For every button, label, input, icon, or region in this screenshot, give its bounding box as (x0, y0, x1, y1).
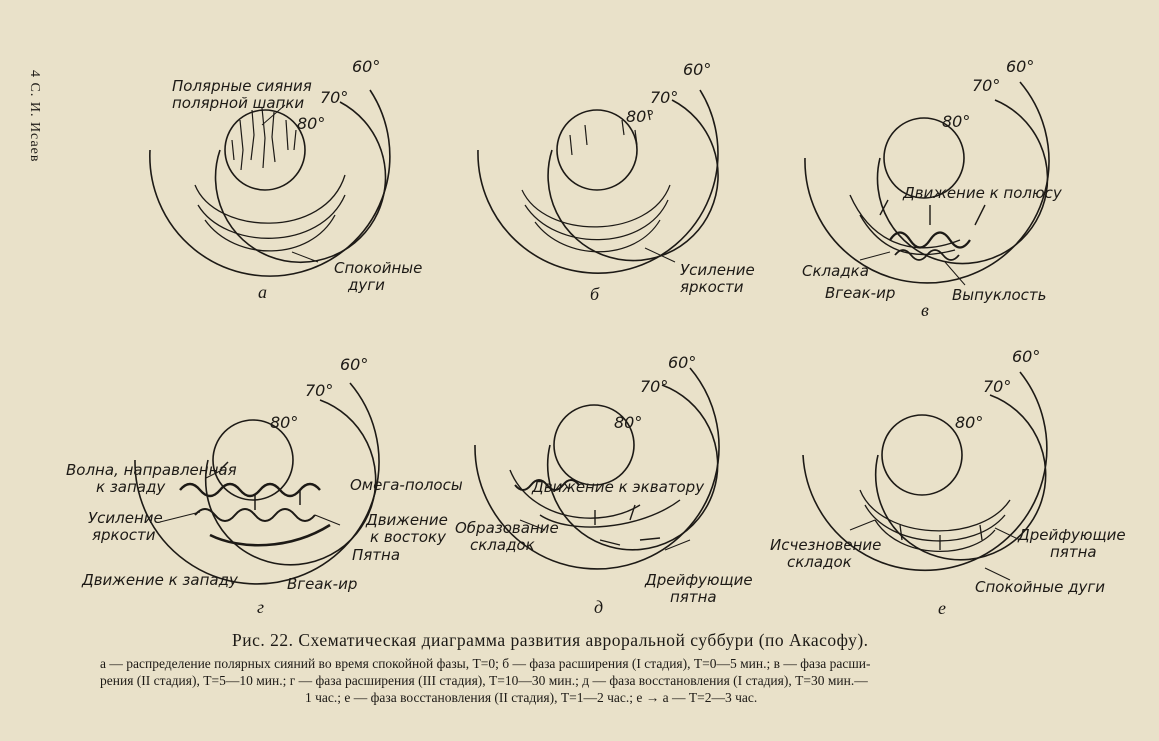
circle-60 (805, 82, 1049, 283)
panel-a (150, 90, 390, 276)
panel-letter: в (921, 300, 929, 320)
panel-letter: г (257, 597, 265, 617)
label-brightening-2: яркости (680, 278, 744, 296)
degree-label-80: 80° (297, 114, 326, 133)
label-westward-wave-2: к западу (96, 478, 166, 496)
label-fold-formation-1: Образование (455, 519, 559, 537)
label-patches: Пятна (352, 546, 401, 564)
degree-label-70: 70° (320, 88, 349, 107)
degree-label-70: 70° (305, 381, 334, 400)
panel-letter: б (590, 284, 600, 304)
degree-label-70: 70° (972, 76, 1001, 95)
circle-80 (557, 110, 637, 190)
degree-label-70: 70° (640, 377, 669, 396)
figure-legend (100, 655, 1120, 706)
degree-label-70: 70° (983, 377, 1012, 396)
panel-b (478, 90, 718, 273)
label-equatorward-motion: Движение к экватору (532, 478, 705, 496)
label-quiet-arcs-1: Спокойные (334, 259, 423, 277)
label-omega-bands: Омега-полосы (350, 476, 463, 494)
degree-label-60: 60° (683, 60, 712, 79)
label-drifting-patches-2: пятна (670, 588, 717, 606)
circle-80 (213, 420, 293, 500)
auroras (522, 110, 670, 252)
panel-letter: е (938, 598, 946, 618)
label-polar-cap-1: Полярные сияния (172, 77, 312, 95)
degree-label-80: 80° (270, 413, 299, 432)
degree-label-60: 60° (1006, 57, 1035, 76)
degree-label-80: 80° (942, 112, 971, 131)
circle-70 (548, 385, 718, 550)
label-quiet-arcs-2: дуги (348, 276, 385, 294)
degree-label-60: 60° (668, 353, 697, 372)
label-brightening-2: яркости (92, 526, 156, 544)
label-eastward-motion-2: к востоку (370, 528, 446, 546)
panel-letter: а (258, 282, 267, 302)
legend-line-1: а — распределение полярных сияний во время спокойной фазы, T=0; б — фаза расширения (I стадия), T=0—5 мин.; в — фаза расши- (100, 656, 871, 671)
figure-caption: Рис. 22. Схематическая диаграмма развития авроральной суббури (по Акасофу). (232, 630, 869, 650)
circle-80 (882, 415, 962, 495)
degree-label-60: 60° (340, 355, 369, 374)
label-westward-wave-1: Волна, направленная (66, 461, 237, 479)
label-fold-disappearance-2: складок (787, 553, 852, 571)
degree-label-80: 80° (955, 413, 984, 432)
label-drifting-patches-1: Дрейфующие (1018, 526, 1126, 544)
label-drifting-patches-1: Дрейфующие (645, 571, 753, 589)
degree-label-60: 60° (1012, 347, 1041, 366)
running-header-text: 4 С. И. Исаев (27, 70, 42, 163)
degree-label-60: 60° (352, 57, 381, 76)
circle-60 (135, 383, 379, 584)
label-bulge: Выпуклость (952, 286, 1047, 304)
degree-label-80: 80° (626, 107, 655, 126)
quiet-arcs (195, 175, 345, 251)
label-breakup: Вгеак-ир (825, 284, 896, 302)
label-brightening-1: Усиление (88, 509, 163, 527)
label-drifting-patches-2: пятна (1050, 543, 1097, 561)
label-fold-formation-2: складок (470, 536, 535, 554)
label-breakup: Вгеак-ир (287, 575, 358, 593)
degree-label-70: 70° (650, 88, 679, 107)
label-fold: Складка (802, 262, 869, 280)
legend-line-3: 1 час.; е — фаза восстановления (II стадия), T=1—2 час.; е → а — T=2—3 час. (305, 690, 758, 705)
panel-d (135, 383, 379, 584)
panel-letter: д (594, 597, 604, 617)
label-westward-motion: Движение к западу (82, 571, 238, 589)
label-eastward-motion-1: Движение (366, 511, 448, 529)
label-fold-disappearance-1: Исчезновение (770, 536, 882, 554)
label-poleward-motion: Движение к полюсу (903, 184, 1062, 202)
degree-label-80: 80° (614, 413, 643, 432)
legend-line-2: рения (II стадия), T=5—10 мин.; г — фаза расширения (III стадия), T=10—30 мин.; д — фаза восстановления (I стадия), T=30 мин.— (100, 673, 868, 688)
label-brightening-1: Усиление (680, 261, 755, 279)
auroras (860, 490, 1010, 551)
label-polar-cap-2: полярной шапки (172, 94, 305, 112)
label-quiet-arcs: Спокойные дуги (975, 578, 1105, 596)
